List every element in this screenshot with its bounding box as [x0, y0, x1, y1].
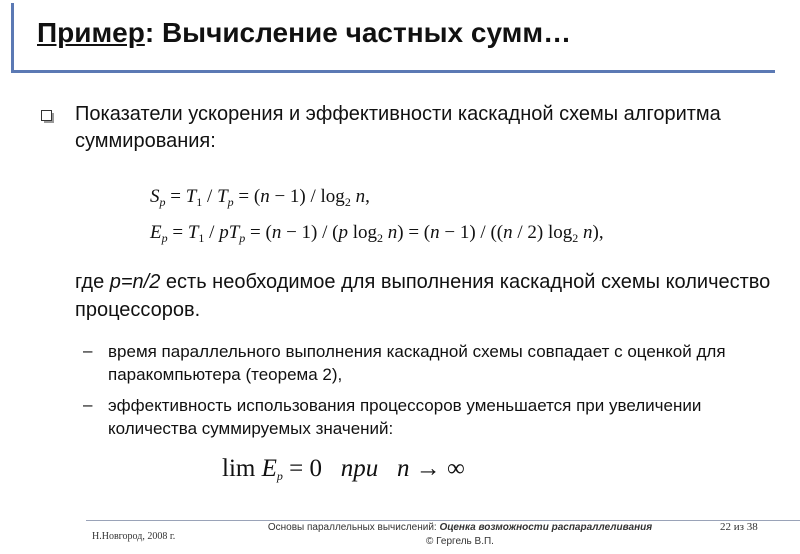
- title-underlined: Пример: [37, 17, 145, 48]
- slide-title: [37, 17, 571, 49]
- page-number: 22 из 38: [720, 521, 758, 533]
- sub-item-2: эффективность использования процессоров уменьшается при увеличении количества суммируемых значений:: [108, 396, 702, 438]
- where-rest: есть необходимое для выполнения каскадной схемы количество процессоров.: [75, 271, 771, 321]
- footer-course-prefix: Основы параллельных вычислений:: [267, 522, 440, 533]
- dash-icon: –: [83, 341, 93, 360]
- footer-course-title: Оценка возможности распараллеливания: [439, 522, 653, 533]
- formula-efficiency: $E_p = T_1 / pT_p = (n - 1) / (p$ $\log_2 n) = (n - 1) / ((n / 2)$ $\log_2 n$),: [150, 222, 604, 245]
- title-rest: : Вычисление частных сумм…: [144, 17, 572, 48]
- formula-limit: $\lim E_p = 0$ при n → ∞: [222, 455, 465, 483]
- bullet-text: Показатели ускорения и эффективности каскадной схемы алгоритма суммирования:: [75, 103, 721, 152]
- sub-item-1: время параллельного выполнения каскадной схемы совпадает с оценкой для паракомпьютера (теорема 2),: [108, 342, 726, 384]
- dash-icon: –: [83, 395, 93, 414]
- where-prefix: где: [75, 271, 110, 293]
- bullet-square-icon: [41, 110, 52, 121]
- formula-speedup: $S_p = T_1 / T_p = (n - 1) / \log_2 n$,: [150, 186, 370, 209]
- footer-location: Н.Новгород, 2008 г.: [92, 531, 176, 542]
- where-math: p=n/2: [109, 271, 161, 293]
- where-paragraph: [75, 268, 775, 324]
- footer-course: [230, 521, 690, 549]
- limit-word: при: [340, 455, 379, 482]
- footer-author: © Гергель В.П.: [426, 536, 494, 547]
